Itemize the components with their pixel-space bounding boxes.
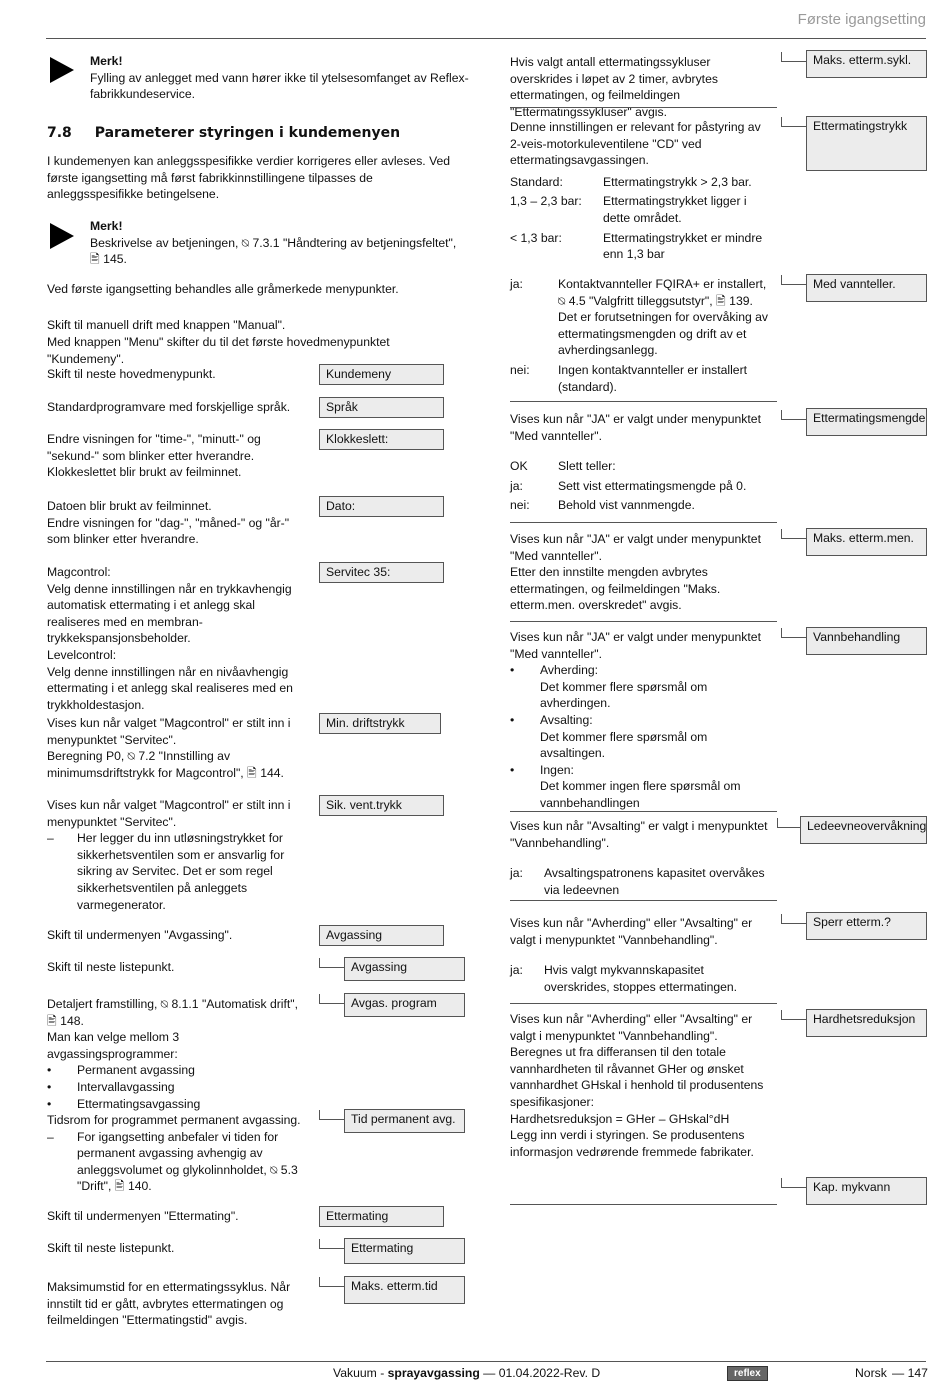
item-text <box>510 531 772 614</box>
item-text <box>510 818 772 898</box>
submenu-box-ettermatingsmengde: Ettermatingsmengde <box>806 408 927 436</box>
bullet-list-item: • Intervallavgassing <box>47 1079 309 1096</box>
menu-box-kundemeny: Kundemeny <box>319 364 444 385</box>
item-text-line: Man kan velge mellom 3 avgassingsprogrammer: <box>47 1030 180 1061</box>
item-text-line: Vises kun når "Avherding" eller "Avsalting" er valgt i menypunktet "Vannbehandling". <box>510 916 753 947</box>
section-rule <box>510 522 777 523</box>
item-text <box>47 431 302 481</box>
item-text: Skift til undermenyen "Avgassing". <box>47 928 233 942</box>
item-text-line: Etter den innstilte mengden avbrytes ettermatingen, og feilmeldingen "Maks. etterm.men. overskredet" avgis. <box>510 565 721 613</box>
menu-box-min-driftstrykk: Min. driftstrykk <box>319 713 441 734</box>
value-key: ja: <box>510 963 523 978</box>
item-text: Skift til neste hovedmenypunkt. <box>47 367 216 381</box>
note-2 <box>90 218 460 268</box>
submenu-connector <box>319 994 346 1004</box>
submenu-box-tid-permanent-avg: Tid permanent avg. <box>344 1109 465 1133</box>
item-text-line: Endre visningen for "time-", "minutt-" og "sekund-" som blinker etter hverandre. <box>47 432 261 463</box>
section-number: 7.8 <box>47 125 72 141</box>
value-row <box>510 458 772 475</box>
submenu-box-maks-etterm-men: Maks. etterm.men. <box>806 528 927 556</box>
submenu-box-vannbehandling: Vannbehandling <box>806 627 927 655</box>
bullet-list-item <box>510 762 772 812</box>
item-text-line: Magcontrol: <box>47 565 111 579</box>
submenu-connector <box>777 818 800 828</box>
submenu-box-maks-etterm-sykl: Maks. etterm.sykl. <box>806 50 927 78</box>
value-row <box>510 497 772 514</box>
item-text-line: Legg inn verdi i styringen. Se produsentens informasjon vedrørende fremmede fabrikater. <box>510 1128 754 1159</box>
footer-rule <box>46 1361 926 1362</box>
section-intro: I kundemenyen kan anleggsspesifikke verdier korrigeres eller avleses. Ved første igangsetting må først fabrikkinnstillingene tilpasses de anleggsspesifikke betingelsene. <box>47 154 451 202</box>
submenu-connector <box>781 117 808 127</box>
item-text-line: Endre visningen for "dag-", "måned-" og "år-" som blinker etter hverandre. <box>47 515 290 547</box>
menu-box-ettermating: Ettermating <box>319 1206 444 1227</box>
dash-list <box>47 830 305 913</box>
menu-box-servitec: Servitec 35: <box>319 562 444 583</box>
formula: Hardhetsreduksjon = GHer – GHskal°dH <box>510 1111 730 1126</box>
item-text-line: Levelcontrol: <box>47 647 117 662</box>
item-text-line: Detaljert framstilling, ⍉ 8.1.1 "Automatisk drift", 🖹 148. <box>47 997 298 1028</box>
dash-list-item: – For igangsetting anbefaler vi tiden for permanent avgassing avhengig av anleggsvolumet og glykolinnholdet, ⍉ 5.3 "Drift", 🖹 140. <box>47 1129 309 1195</box>
value-text: Ettermatingstrykket ligger i dette området. <box>603 194 747 225</box>
item-text: Maksimumstid for en ettermatingssyklus. Når innstilt tid er gått, avbrytes ettermatingen og feilmeldingen "Ettermatingstid" avgis. <box>47 1280 291 1328</box>
page-header-title: Første igangsetting <box>797 11 926 28</box>
item-text: Hvis valgt antall ettermatingssykluser overskrides i løpet av 2 timer, avbrytes ettermatingen, og feilmeldingen "Ettermatingssykluser" avgis. <box>510 55 718 119</box>
menu-box-dato: Dato: <box>319 496 444 517</box>
section-rule <box>510 107 777 108</box>
submenu-box-hardhetsreduksjon: Hardhetsreduksjon <box>806 1009 927 1037</box>
menu-box-klokkeslett: Klokkeslett: <box>319 429 444 450</box>
bullet-text: Det kommer ingen flere spørsmål om vannbehandlingen <box>540 779 741 810</box>
submenu-box-kap-mykvann: Kap. mykvann <box>806 1177 927 1205</box>
value-text: Ingen kontaktvannteller er installert (standard). <box>558 362 748 394</box>
note-text: Beskrivelse av betjeningen, ⍉ 7.3.1 "Håndtering av betjeningsfeltet", 🖹 145. <box>90 235 457 267</box>
submenu-box-avgas-program: Avgas. program <box>344 993 465 1017</box>
dash-list-item: – Her legger du inn utløsningstrykket for sikkerhetsventilen som er ansvarlig for sikring av Servitec. Det er som regel sikkerhetsventilen på anleggets varmegenerator. <box>47 830 305 913</box>
submenu-connector <box>781 628 808 638</box>
item-text <box>510 915 772 995</box>
value-row <box>510 362 772 395</box>
item-text: Skift til undermenyen "Ettermating". <box>47 1209 239 1223</box>
item-text <box>47 1112 309 1195</box>
item-text: Skift til neste listepunkt. <box>47 960 175 974</box>
section-rule <box>510 811 777 812</box>
item-text-line: Tidsrom for programmet permanent avgassing. <box>47 1113 301 1127</box>
value-key: ja: <box>510 866 523 881</box>
item-text-line: Vises kun når "Avsalting" er valgt i menypunktet "Vannbehandling". <box>510 819 768 850</box>
item-text: Standardprogramvare med forskjellige språk. <box>47 400 291 414</box>
section-rule <box>510 621 777 622</box>
item-text-line: Klokkeslettet blir brukt av feilminnet. <box>47 465 242 480</box>
submenu-connector <box>781 1178 808 1188</box>
bullet-key: • Avherding: <box>540 663 599 678</box>
value-text: Kontaktvannteller FQIRA+ er installert, ⍉ 4.5 "Valgfritt tilleggsutstyr", 🖹 139. Det er forutsetningen for overvåking av ettermatingsmengden og drift av et avherdingsanlegg. <box>558 277 769 358</box>
note-title: Merk! <box>90 54 123 68</box>
section-rule <box>510 900 777 901</box>
section-rule <box>510 1204 777 1205</box>
item-text <box>510 411 772 514</box>
bullet-list-item: • Ettermatingsavgassing <box>47 1096 309 1113</box>
item-text-line: Vises kun når "JA" er valgt under menypunktet "Med vannteller". <box>510 532 761 563</box>
submenu-box-ledeevneovervakning: Ledeevneovervåkning <box>800 816 927 844</box>
value-key: < 1,3 bar: <box>510 230 562 245</box>
item-text <box>510 119 772 263</box>
note-text: Fylling av anlegget med vann hører ikke til ytelsesomfanget av Reflex-fabrikkundeservice. <box>90 70 469 102</box>
submenu-connector <box>319 1277 346 1287</box>
submenu-connector <box>781 275 808 285</box>
item-text <box>47 797 305 913</box>
item-text-line: Vises kun når "JA" er valgt under menypunktet "Med vannteller". <box>510 412 761 443</box>
submenu-box-ettermating: Ettermating <box>344 1238 465 1264</box>
item-text <box>510 629 772 812</box>
value-text: Ettermatingstrykket er mindre enn 1,3 bar <box>603 230 763 262</box>
reflex-logo: reflex <box>727 1366 768 1381</box>
bullet-list-item: • Permanent avgassing <box>47 1062 309 1079</box>
paragraph-first-start: Ved første igangsetting behandles alle gråmerkede menypunkter. <box>47 282 399 296</box>
item-text-line: Datoen blir brukt av feilminnet. <box>47 499 212 513</box>
section-title: Parameterer styringen i kundemenyen <box>94 125 401 141</box>
submenu-connector <box>781 1010 808 1020</box>
bullet-list <box>510 662 772 811</box>
submenu-connector <box>781 410 808 420</box>
item-text <box>47 996 309 1112</box>
submenu-connector <box>781 914 808 924</box>
menu-box-sik-vent-trykk: Sik. vent.trykk <box>319 795 444 816</box>
value-row <box>510 276 772 359</box>
submenu-box-sperr-etterm: Sperr etterm.? <box>806 912 927 940</box>
item-text <box>47 564 305 713</box>
item-text-line: Velg denne innstillingen når en nivåavhengig ettermating i et anlegg skal realiseres med en trykkholdestasjon. <box>47 664 293 712</box>
note-1 <box>90 53 470 103</box>
dash-list <box>47 1129 309 1195</box>
value-text: Hvis valgt mykvannskapasitet overskrides, stoppes ettermatingen. <box>544 963 738 994</box>
section-rule <box>510 401 777 402</box>
paragraph-menu: Med knappen "Menu" skifter du til det første hovedmenypunktet "Kundemeny". <box>47 335 390 366</box>
item-text <box>47 498 309 548</box>
item-text-line: Denne innstillingen er relevant for påstyring av 2-veis-motorkuleventilene "CD" ved ettermatingsavgassingen. <box>510 120 761 168</box>
value-key: 1,3 – 2,3 bar: <box>510 194 582 209</box>
submenu-connector <box>781 529 808 539</box>
bullet-list-item <box>510 712 772 762</box>
item-text <box>510 1011 772 1160</box>
note-title: Merk! <box>90 219 123 233</box>
item-text-line: Vises kun når "JA" er valgt under menypunktet "Med vannteller". <box>510 630 761 661</box>
value-text: Ettermatingstrykk > 2,3 bar. <box>603 174 752 189</box>
bullet-key: • Ingen: <box>540 762 574 777</box>
bullet-text: Det kommer flere spørsmål om avsaltingen. <box>540 729 708 761</box>
item-text: Skift til neste listepunkt. <box>47 1241 175 1255</box>
bullet-text: Det kommer flere spørsmål om avherdingen. <box>540 679 708 711</box>
submenu-box-ettermatingstrykk: Ettermatingstrykk <box>806 116 927 171</box>
footer-page-number: — 147 <box>892 1366 928 1380</box>
footer-doc-prefix: Vakuum - <box>333 1366 388 1380</box>
footer-doc-title <box>333 1365 600 1382</box>
submenu-box-avgassing: Avgassing <box>344 957 465 981</box>
bullet-list <box>47 1062 309 1112</box>
submenu-box-maks-etterm-tid: Maks. etterm.tid <box>344 1276 465 1304</box>
note-arrow-icon <box>50 57 74 83</box>
section-rule <box>510 1003 777 1004</box>
item-text-line: Beregnes ut fra differansen til den totale vannhardheten til råvannet GHer og ønsket vannhardhet GHskal i henhold til produsentens spesifikasjoner: <box>510 1045 764 1109</box>
submenu-connector <box>319 1239 346 1249</box>
value-row <box>510 865 772 898</box>
item-text-line: Velg denne innstillingen når en trykkavhengig automatisk ettermating i et anlegg skal realiseres med en membran-trykkekspansjonsbeholder. <box>47 581 292 646</box>
footer-language: Norsk <box>855 1366 887 1380</box>
value-text: Avsaltingspatronens kapasitet overvåkes via ledeevnen <box>544 866 765 897</box>
bullet-list-item <box>510 662 772 712</box>
value-key: ja: <box>510 277 523 291</box>
footer-doc-bold: sprayavgassing <box>387 1366 480 1380</box>
value-key: ja: <box>510 478 523 493</box>
value-row <box>510 478 772 495</box>
value-text: Sett vist ettermatingsmengde på 0. <box>558 478 747 493</box>
item-text-line: Vises kun når "Avherding" eller "Avsalting" er valgt i menypunktet "Vannbehandling". <box>510 1012 753 1043</box>
paragraph-manual: Skift til manuell drift med knappen "Manual". <box>47 318 286 332</box>
footer-doc-suffix: — 01.04.2022-Rev. D <box>479 1366 601 1380</box>
value-text: Behold vist vannmengde. <box>558 498 695 513</box>
value-key: nei: <box>510 498 530 513</box>
value-row <box>510 193 772 226</box>
value-row <box>510 174 772 191</box>
value-key: nei: <box>510 362 530 377</box>
section-heading <box>47 124 400 143</box>
submenu-connector <box>319 1110 346 1120</box>
header-rule <box>46 38 926 39</box>
menu-box-avgassing: Avgassing <box>319 925 444 946</box>
submenu-box-med-vannteller: Med vannteller. <box>806 274 927 302</box>
submenu-connector <box>781 52 808 62</box>
submenu-connector <box>319 958 346 968</box>
menu-box-sprak: Språk <box>319 397 444 418</box>
item-text-line: Beregning P0, ⍉ 7.2 "Innstilling av minimumsdriftstrykk for Magcontrol", 🖹 144. <box>47 749 284 780</box>
value-row <box>510 962 772 995</box>
bullet-key: • Avsalting: <box>540 712 593 727</box>
note-arrow-icon <box>50 223 74 249</box>
value-text: Slett teller: <box>558 459 616 474</box>
item-text <box>47 715 305 781</box>
item-text-line: Vises kun når valget "Magcontrol" er stilt inn i menypunktet "Servitec". <box>47 798 291 829</box>
value-key: Standard: <box>510 174 563 189</box>
value-key: OK <box>510 459 528 474</box>
value-row <box>510 230 772 263</box>
item-text-line: Vises kun når valget "Magcontrol" er stilt inn i menypunktet "Servitec". <box>47 716 291 747</box>
item-text <box>510 276 772 395</box>
